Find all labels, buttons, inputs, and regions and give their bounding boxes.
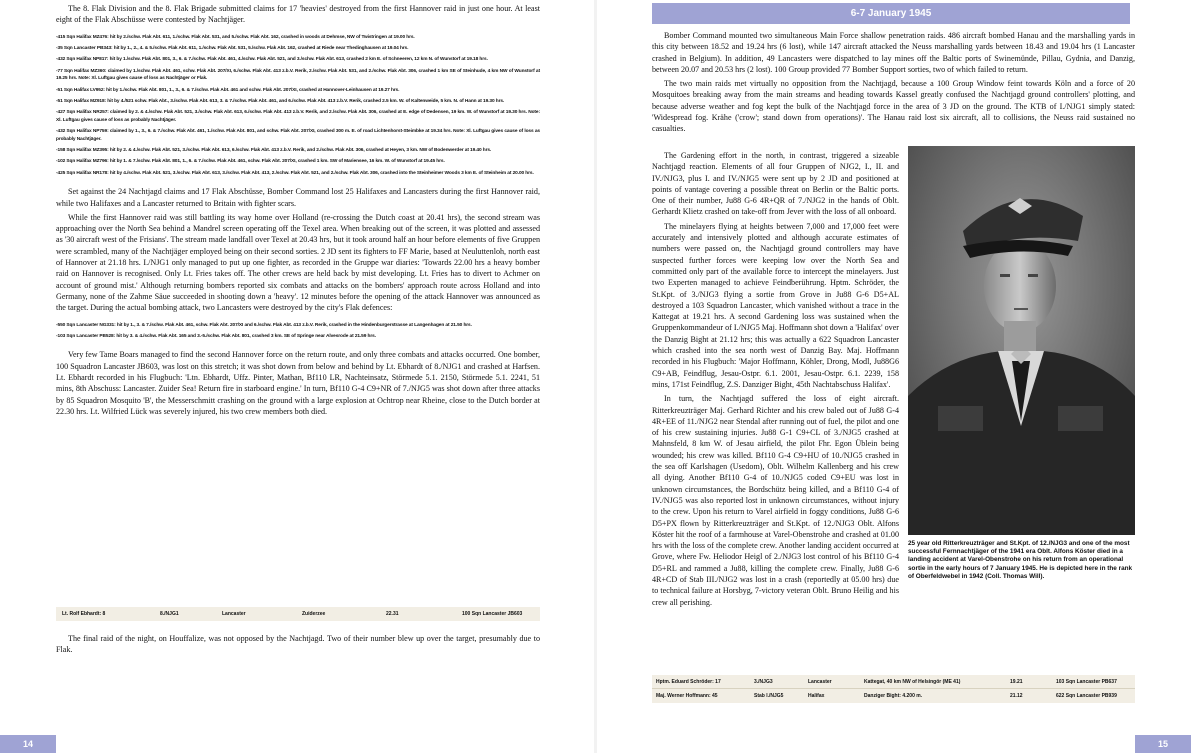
body-paragraph: Set against the 24 Nachtjagd claims and 17 Flak Abschüsse, Bomber Command lost 25 Halifaxes and Lancasters during the first Hannover raid, while two Halifaxes and a Lancaster returned to Britain with fighter scars. — [56, 187, 540, 208]
claim-entry: -35 Sqn Lancaster PB343: hit by 1., 2., 4. & 5./schw. Flak Abt. 611, 1./schw. Flak Abt. 531, 5./schw. Flak Abt. 162, crashed at Riede near Thedinghausen at 19.04 hrs. — [56, 46, 409, 51]
table-cell: 19.21 — [1010, 679, 1023, 685]
claim-entry: -158 Sqn Halifax MZ395: hit by 2. & 4./schw. Flak Abt. 521, 3./schw. Flak Abt. 613, 6./schw. Flak Abt. 413 z.b.V. Rerik, and 2./schw. Flak Abt. 306, crashed at Heyen, 3 km. NW of Bodenwerder at 19.40 hrs. — [56, 148, 492, 154]
body-paragraph: In turn, the Nachtjagd suffered the loss of eight aircraft. Ritterkreuzträger Maj. Gerhard Richter and his crew baled out of Ju88 G-4 4R+EE of 11./NJG2 near Stendal after running out of fuel, the pilot and one of his crew sustaining injuries. Ju88 G-1 C9+CL of 3./NJG5 crashed at Mahnsfeld, 8 km W. of Jesau airfield, the pilot Fhr. Egon Üblein being wounded; his crew was killed. Bf110 G-4 C9+HU of 10./NJG5 crashed in the sea off Karlshagen (Usedom), Oblt. Wilhelm Kallenberg and his crew all dying. Another Bf110 G-4 of 10./NJG5 coded C9+EU was lost in unknown circumstances, the Bordschütz being killed, and a Bf110 G-4 of IV./NJG5 was also reported lost in unknown circumstances, without injury to the crew. Upon his return to Varel airfield in foggy conditions, Ju88 G-6 D5+PX flown by Ritterkreuzträger and St.Kpt. of 12./NJG3 Oblt. Alfons Köster hit the roof of a farmhouse at Varel-Obenstrohe and crashed at 01.00 hrs with the loss of the complete crew. Another landing accident occurred at Grove, where Fw. Heliodor Heigl of 2./NJG3 lost control of his Bf110 G-4 D5+RL and rammed a Ju88, killing the complete crew. Finally, Ju88 G-6 4R+CD of Stab III./NJG2 was lost in a crash (reportedly at 05.00 hrs) due to technical failure at Horsbyg, 7-victory veteran Oblt. Bruno Heilig and his crew all perishing. — [652, 394, 899, 607]
claim-entry: -77 Sqn Halifax MZ360: claimed by 1./schw. Flak Abt. 461, schw. Flak Abt. 207/XI, 6./schw. Flak Abt. 413 z.b.V. Rerik, 2./schw. Flak Abt. 531, and 2./schw. Flak Abt. 306, crashed 1 km SE of Steinhude, 4 km NW of Wunstorf at 19.25 hrs. Note: Xl. Luftgau gives cause of loss as Nachtjäger or Flak. — [56, 68, 540, 82]
left-claims-table — [56, 607, 540, 621]
claims-list-second — [56, 322, 540, 341]
table-cell: 22.31 — [386, 611, 399, 617]
claim-entry: -432 Sqn Halifax NP817: hit by 1./schw. Flak Abt. 801, 3., 6. & 7./schw. Flak Abt. 461, 4./schw. Flak Abt. 521, and 3./schw. Flak Abt. 613, crashed 2 km E. of Schneeren, 12 km N. of Wunstorf at 19.18 hrs. — [56, 57, 488, 63]
final-paragraph: The final raid of the night, on Houffalize, was not opposed by the Nachtjagd. Two of their number blew up over the target, presumably due to Flak. — [56, 634, 540, 655]
table-cell: Lt. Rolf Ebhardt: 8 — [62, 611, 106, 617]
date-banner: 6-7 January 1945 — [652, 3, 1130, 24]
body-paragraph: While the first Hannover raid was still battling its way home over Holland (re-crossing the Dutch coast at 20.41 hrs), the second stream was approaching over the North Sea behind a Mandrel screen operating off the Texel area. When breaking out of the screen, it was plotted and assessed as '30 aircraft west of the Frisians'. The stream made landfall over Texel at 20.43 hrs, but it took around half an hour before elements of five Gruppen were scrambled, many of the Nachtjäger employed being on their second sorties. 2 JD sent its fighters to FF Marie, based at Neuluttenloh, north east of Hannover at 21.18 hrs. I./NJG1 only managed to put up one fighter, as recorded in the Gruppe war diaries: 'Towards 22.00 hrs a heavy bomber raid on Hannover is recognised. Only Lt. Fries takes off. The other crews are held back by mist developing. Lt. Fries has to divert to Achmer on account of ground mist.' Although returning bombers reported six combats and attacks on the bombers' approach route across Holland and into Germany, none of the Zahme Säue succeeded in shooting down a 'heavy'. 12 minutes before the opening of the attack Hannover was announced as the target. During the actual bombing attack, two Lancasters were destroyed by the city's Flak defences: — [56, 212, 540, 313]
left-page — [0, 0, 595, 753]
body-paragraph: The two main raids met virtually no opposition from the Nachtjagd, because a 100 Group Window feint towards Köln and a force of 20 Mosquitoes breaking away from the main streams and heading towards Kassel greatly confused the Nachtjagd ground controllers' plotting, and because adverse weather and fog kept the bulk of the Nachtjagd force in the area of 3 JD on the ground. The KTB of I./NJG1 simply stated: 'Widespread fog. Krähe ('crow'; stand down from operations)'. The Hanau raid lost six aircraft, all to collisions, the Neuss raid sustained no casualties. — [652, 79, 1135, 134]
table-cell: Stab I./NJG5 — [754, 693, 784, 699]
claim-entry: -425 Sqn Halifax NR178: hit by 4./schw. Flak Abt. 521, 3./schw. Flak Abt. 613, 3./schw. Flak Abt. 413, 2./schw. Flak Abt. 521, and 2./schw. Flak Abt. 306, crashed into the Steinheimer Woods 3 km E. of Steinheim at 20.00 hrs. — [56, 170, 534, 176]
body-paragraphs — [56, 186, 540, 313]
body-paragraph: Bomber Command mounted two simultaneous Main Force shallow penetration raids. 486 aircraft bombed Hanau and the marshalling yards in this city between 18.52 and 19.24 hrs (6 lost), while 147 aircraft attacked the Neuss marshalling yards between 18.43 and 19.04 hrs (1 Lancaster crashed in Belgium). In addition, 49 Lancasters were dispatched to lay mines off the Baltic ports of Swinemünde, Pillau, Gydnia, and Danzig, between 20.07 and 20.53 hrs (2 lost). 100 Group provided 77 Bomber Support sorties, two of which failed to return. — [652, 31, 1135, 74]
page-number-right: 15 — [1135, 735, 1191, 753]
table-cell: 8./NJG1 — [160, 611, 179, 617]
body-paragraph: The Gardening effort in the north, in contrast, triggered a sizeable Nachtjagd reaction. Elements of all four Gruppen of NJG2, I., II. and IV./NJG3, plus I. and IV./NJG5 were sent up by 2 JD and positioned at points of vantage covering a possible threat on Berlin or the Baltic ports. One of their number, Ju88 G-6 4R+QR of 7./NJG2 in the hands of Oblt. Gerhardt Klietz crashed on take-off from Jever with the loss of all onboard. — [652, 151, 899, 217]
table-cell: 21.12 — [1010, 693, 1023, 699]
intro-paragraph: The 8. Flak Division and the 8. Flak Brigade submitted claims for 17 'heavies' destroyed from the first Hannover raid in just one hour. At least eight of the Flak Abschüsse were contested by Nachtjäger. — [56, 4, 540, 25]
body-paragraph: The minelayers flying at heights between 7,000 and 17,000 feet were accurately and intensively plotted and although accurate estimates of numbers were passed on, the Nachtjagd ground controllers may have suspected further forces were keeping low over the North Sea and committed only part of the available force to intercept the minelayers. Just two Experten managed to achieve Feindberührung. Hptm. Schröder, the St.Kpt. of 3./NJG3 flying a sortie from Grove in Ju88 G-6 D5+AL destroyed a 103 Squadron Lancaster, which vanished without a trace in the Kattegat at 19.21 hrs. A second Gardening loss was sustained when the Gruppenkommandeur of I./NJG5 Maj. Hoffmann shot down a 'Halifax' over the Danzig Bight at 21.12 hrs; this was actually a 622 Squadron Lancaster which crashed into the sea north west of Danzig Bay. Maj. Hoffmann recorded in his Flugbuch: 'Major Hoffmann, Köhler, Drong, Modl, Ju88G6 C9+AB, Feindflug, Jesau-Ostpr. 6.1. 2001, Jesau-Ostpr. 6.1. 2239, 158 mins, 171st Feindflug, Z.S. Danziger Bight, 45th Nachtabschuss Halifax'. — [652, 221, 899, 389]
right-page — [596, 0, 1191, 753]
table-cell: Hptm. Eduard Schröder: 17 — [656, 679, 721, 685]
table-row — [652, 689, 1135, 703]
table-cell: Lancaster — [808, 679, 832, 685]
page-number-left: 14 — [0, 735, 56, 753]
table-cell: Kattegat, 40 km NW of Helsingör (ME 41) — [864, 679, 961, 685]
photo-caption: 25 year old Ritterkreuzträger and St.Kpt. of 12./NJG3 and one of the most successful Fernnachtjäger of the 1941 era Oblt. Alfons Köster died in a landing accident at Varel-Obenstrohe on his return from an operational sortie in the early hours of 7 January 1945. He is depicted here in the rank of Oberfeldwebel in 1942 (Coll. Thomas Will). — [908, 540, 1133, 580]
claim-entry: -51 Sqn Halifax LV952: hit by 1./schw. Flak Abt. 801, 1., 3., 6. & 7./schw. Flak Abt. 461 and schw. Flak Abt. 207/XI, crashed at Hannover-Leinhausen at 19.27 hrs. — [56, 87, 400, 93]
table-row — [56, 607, 540, 621]
claim-entry: -550 Sqn Lancaster NG331: hit by 1., 3. & 7./schw. Flak Abt. 461, schw. Flak Abt. 207/XI and 6./schw. Flak Abt. 413 z.b.V. Rerik, crashed in the Hindenburgerstrasse at Langenhagen at 21.50 hrs. — [56, 322, 472, 328]
table-cell: Zuiderzee — [302, 611, 326, 617]
claim-entry: -432 Sqn Halifax NP759: claimed by 1., 3., 6. & 7./schw. Flak Abt. 461, 1./schw. Flak Abt. 801, and schw. Flak Abt. 207/XI, crashed 300 m. E. of road Lichtenhorst-Steimbke at 19.34 hrs. Note: Xl. Luftgau gives cause of loss as probably Nachtjäger. — [56, 129, 540, 142]
closing-paragraph: Very few Tame Boars managed to find the second Hannover force on the return route, and only three combats and attacks occurred. One bomber, 100 Squadron Lancaster JB603, was lost on this stretch; it was shot down from below and behind by Lt. Ebhardt of 8./NJG1 and crashed at Harfsen. Lt. Ebhardt recorded in his Flugbuch: 'Ltn. Ebhardt, Uffz. Pinter, Mathan, Bf110 LR, Nachteinsatz, Störmede 5.1. 2150, Störmede 5.1. 2241, 51 mins, 8th Abschuss: Lancaster. Zuider Sea! Return fire in starboard engine.' In turn, Bf110 G-4 C9+NR of 7./NJG5 was shot down after three attacks by 85 Squadron Mosquito 'B', the Messerschmitt crashing on the ground with a large explosion at Ochtrop near Rheine, close to the Dutch border at 22.30 hrs. Lt. Wilfried Lück was severely injured, his two crew members both died. — [56, 350, 540, 416]
portrait-photo — [908, 146, 1135, 535]
right-claims-table — [652, 675, 1135, 703]
table-cell: 100 Sqn Lancaster JB603 — [462, 611, 523, 617]
table-cell: Danziger Bight: 4.200 m. — [864, 693, 923, 699]
table-cell: Maj. Werner Hoffmann: 45 — [656, 693, 718, 699]
table-cell: 103 Sqn Lancaster PB637 — [1056, 679, 1117, 685]
table-cell: 3./NJG3 — [754, 679, 773, 685]
claim-entry: -415 Sqn Halifax MZ476: hit by 2./schw. Flak Abt. 611, 1./schw. Flak Abt. 531, and 5./schw. Flak Abt. 162, crashed in woods at Dehmse, NW of Twistringen at 19.00 hrs. — [56, 34, 415, 40]
table-cell: Halifax — [808, 693, 825, 699]
claim-entry: -102 Sqn Halifax MZ796: hit by 1. & 7./schw. Flak Abt. 801, 1., 6. & 7./schw. Flak Abt. 461, schw. Flak Abt. 207/XI, crashed 1 km. SW of Mariensee, 16 km. W. of Wunstorf at 19.45 hrs. — [56, 159, 445, 165]
narrow-paragraphs — [652, 150, 899, 608]
final-block — [56, 633, 540, 659]
claim-entry: -427 Sqn Halifax NR257: claimed by 2. & 4./schw. Flak Abt. 521, 3./schw. Flak Abt. 613, 6./schw. Flak Abt. 413 z.b.V. Rerik, and 2./schw. Flak Abt. 306, crashed at E. edge of Dedensen, 19 km. W. of Wunstorf at 19.30 hrs. Note: Xl. Luftgau gives cause of loss as probably Nachtjäger. — [56, 110, 540, 123]
claim-entry: -51 Sqn Halifax MZ918: hit by 4./521 schw. Flak Abt., 3./schw. Flak Abt. 613, 3. & 7./schw. Flak Abt. 461, and 6./schw. Flak Abt. 413 z.b.V. Rerik, crashed 2.5 km. W. of Kaltenweide, 5 km. N. of Hann at 19.30 hrs. — [56, 99, 505, 105]
left-column — [56, 3, 540, 420]
table-cell: Lancaster — [222, 611, 246, 617]
right-wide-column — [652, 30, 1135, 138]
right-narrow-column — [652, 150, 899, 611]
claims-list-first — [56, 34, 540, 178]
table-row — [652, 675, 1135, 689]
table-cell: 622 Sqn Lancaster PB939 — [1056, 693, 1117, 699]
claim-entry: -103 Sqn Lancaster PB528: hit by 3. & 4./schw. Flak Abt. 165 and 3.-5./schw. Flak Abt. 801, crashed 3 km. SE of Springe near Alvesrode at 21.59 hrs. — [56, 333, 376, 339]
wide-paragraphs — [652, 30, 1135, 135]
